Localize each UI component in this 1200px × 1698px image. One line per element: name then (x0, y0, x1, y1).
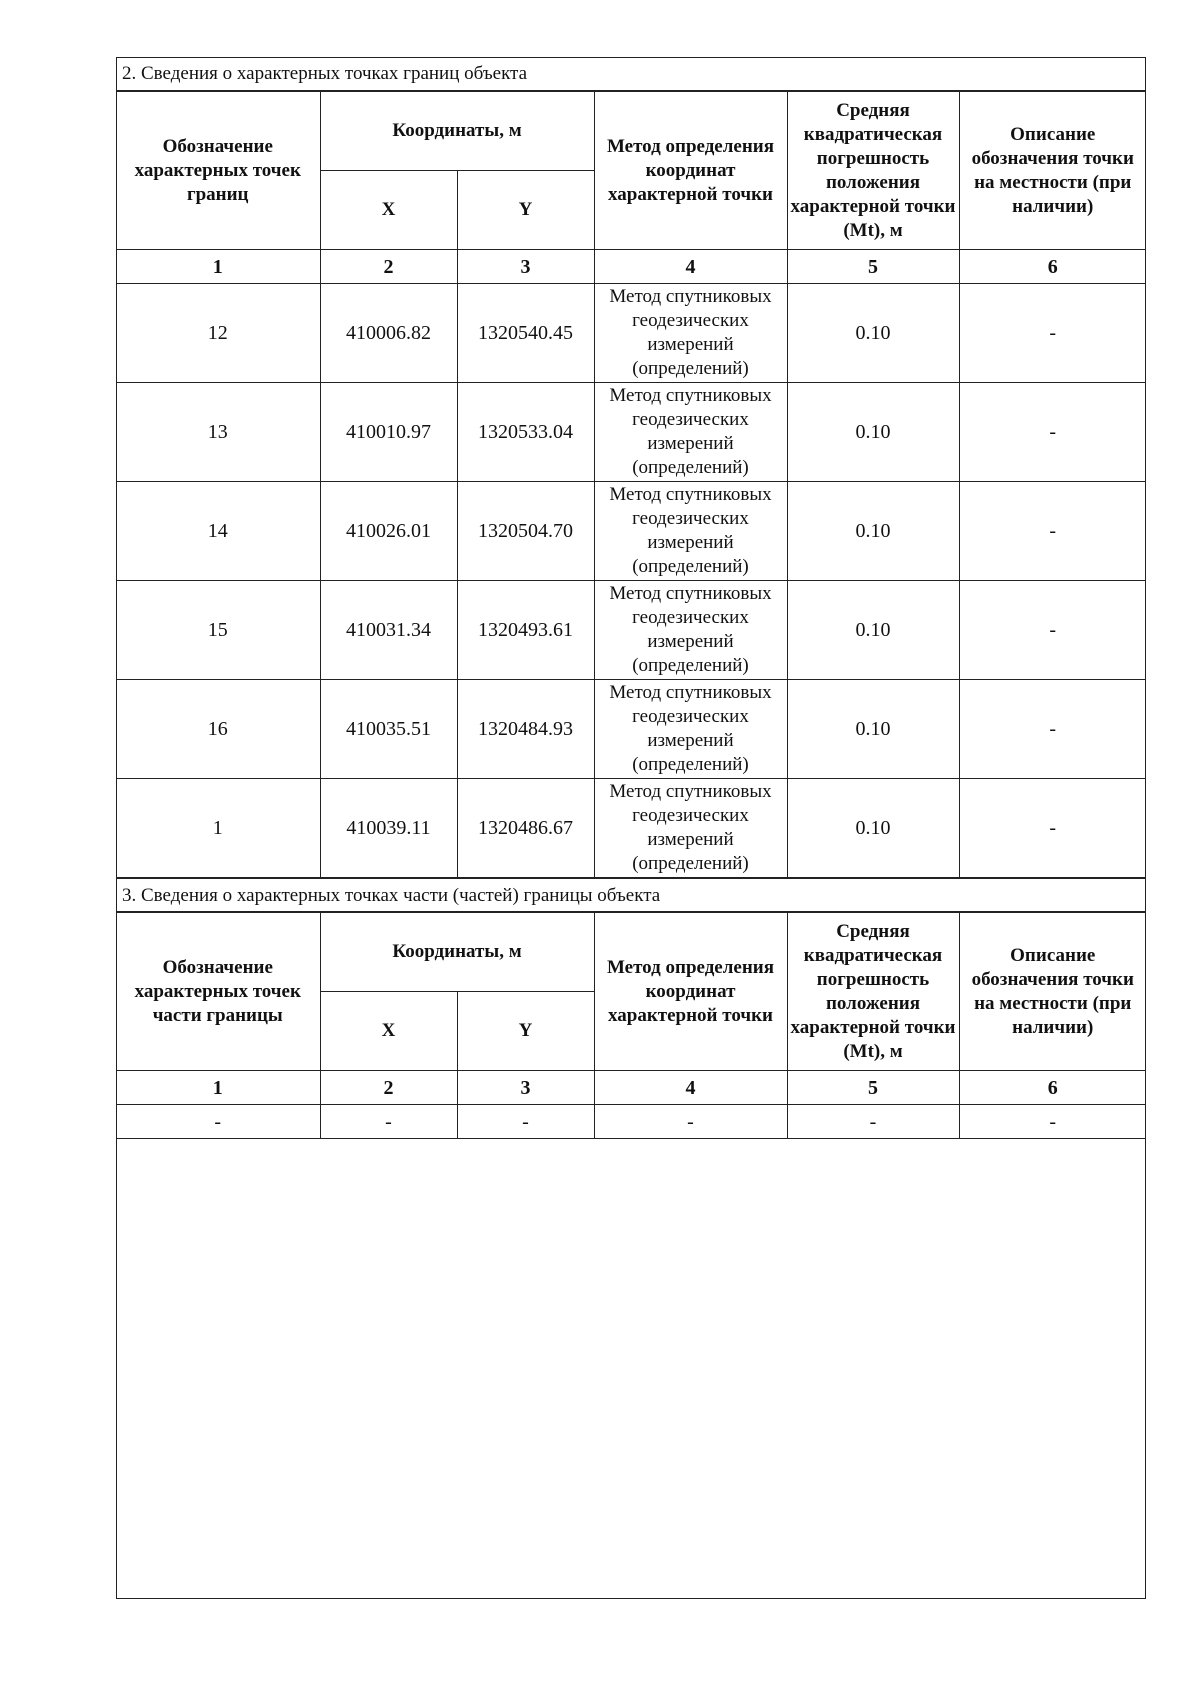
cell-description: - (959, 1105, 1146, 1139)
header-x: X (320, 171, 457, 250)
cell-y: 1320486.67 (457, 779, 594, 878)
part-boundary-points-table (116, 912, 1146, 1139)
section-3-title: 3. Сведения о характерных точках части (частей) границы объекта (116, 878, 1146, 912)
cell-description: - (959, 383, 1146, 482)
cell-error: 0.10 (787, 779, 959, 878)
header-coordinates: Координаты, м (320, 913, 594, 992)
table-row (116, 1105, 1146, 1139)
col-number: 1 (116, 1071, 320, 1105)
cell-point: 14 (116, 482, 320, 581)
header-y: Y (457, 992, 594, 1071)
col-number: 2 (320, 250, 457, 284)
table-row (116, 482, 1146, 581)
cell-point: - (116, 1105, 320, 1139)
cell-x: 410039.11 (320, 779, 457, 878)
header-x: X (320, 992, 457, 1071)
header-description: Описание обозначения точки на местности (при наличии) (959, 913, 1146, 1071)
cell-point: 13 (116, 383, 320, 482)
col-number: 5 (787, 250, 959, 284)
cell-method: Метод спутниковых геодезических измерений (определений) (594, 581, 787, 680)
cell-y: 1320533.04 (457, 383, 594, 482)
cell-y: 1320484.93 (457, 680, 594, 779)
header-method: Метод определения координат характерной точки (594, 913, 787, 1071)
cell-error: 0.10 (787, 284, 959, 383)
cell-point: 1 (116, 779, 320, 878)
col-number: 6 (959, 1071, 1146, 1105)
boundary-points-table (116, 91, 1146, 878)
col-number: 5 (787, 1071, 959, 1105)
cell-y: 1320504.70 (457, 482, 594, 581)
header-point: Обозначение характерных точек границ (116, 92, 320, 250)
cell-description: - (959, 581, 1146, 680)
section-2-title: 2. Сведения о характерных точках границ объекта (116, 57, 1146, 91)
header-coordinates: Координаты, м (320, 92, 594, 171)
cell-error: 0.10 (787, 383, 959, 482)
header-y: Y (457, 171, 594, 250)
cell-error: - (787, 1105, 959, 1139)
header-point: Обозначение характерных точек части границы (116, 913, 320, 1071)
cell-y: 1320540.45 (457, 284, 594, 383)
cell-x: 410026.01 (320, 482, 457, 581)
cell-point: 16 (116, 680, 320, 779)
col-number: 6 (959, 250, 1146, 284)
cell-point: 12 (116, 284, 320, 383)
cell-method: Метод спутниковых геодезических измерений (определений) (594, 482, 787, 581)
table-row (116, 383, 1146, 482)
cell-method: Метод спутниковых геодезических измерений (определений) (594, 383, 787, 482)
table-row (116, 680, 1146, 779)
col-number: 3 (457, 250, 594, 284)
header-method: Метод определения координат характерной точки (594, 92, 787, 250)
cell-x: - (320, 1105, 457, 1139)
cell-error: 0.10 (787, 680, 959, 779)
cell-method: - (594, 1105, 787, 1139)
table-row (116, 779, 1146, 878)
cell-method: Метод спутниковых геодезических измерений (определений) (594, 284, 787, 383)
table-row (116, 581, 1146, 680)
header-error: Средняя квадратическая погрешность положения характерной точки (Mt), м (787, 92, 959, 250)
col-number: 3 (457, 1071, 594, 1105)
cell-method: Метод спутниковых геодезических измерений (определений) (594, 680, 787, 779)
col-number: 2 (320, 1071, 457, 1105)
cell-description: - (959, 680, 1146, 779)
cell-y: - (457, 1105, 594, 1139)
table-row (116, 284, 1146, 383)
cell-error: 0.10 (787, 581, 959, 680)
header-error: Средняя квадратическая погрешность положения характерной точки (Mt), м (787, 913, 959, 1071)
header-description: Описание обозначения точки на местности (при наличии) (959, 92, 1146, 250)
col-number: 4 (594, 250, 787, 284)
cell-method: Метод спутниковых геодезических измерений (определений) (594, 779, 787, 878)
cell-x: 410006.82 (320, 284, 457, 383)
cell-error: 0.10 (787, 482, 959, 581)
cell-x: 410031.34 (320, 581, 457, 680)
cell-description: - (959, 779, 1146, 878)
cell-y: 1320493.61 (457, 581, 594, 680)
col-number: 1 (116, 250, 320, 284)
cell-x: 410010.97 (320, 383, 457, 482)
cell-description: - (959, 284, 1146, 383)
cell-x: 410035.51 (320, 680, 457, 779)
cell-point: 15 (116, 581, 320, 680)
cell-description: - (959, 482, 1146, 581)
col-number: 4 (594, 1071, 787, 1105)
